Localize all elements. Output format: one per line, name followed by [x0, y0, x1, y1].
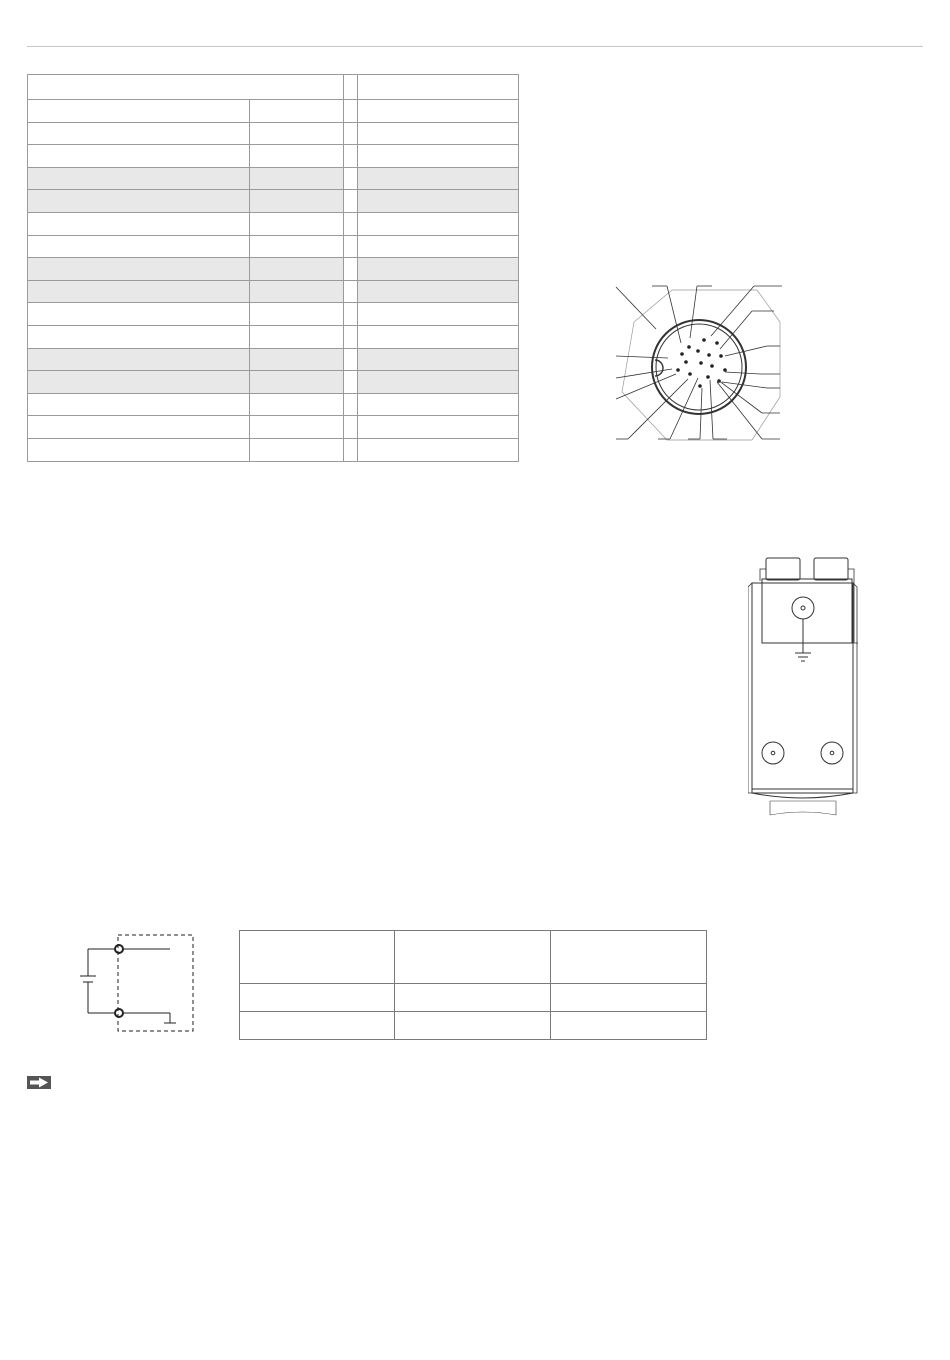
pin-table-cell — [28, 393, 250, 416]
camera-body — [752, 583, 853, 793]
pin-table-gap — [344, 190, 358, 213]
elec-table-cell — [551, 1012, 707, 1040]
elec-table-cell — [240, 984, 395, 1012]
pin-table-gap — [344, 100, 358, 123]
pin-table-cell — [250, 416, 344, 439]
pin-table-cell — [250, 325, 344, 348]
pin-table-row — [28, 280, 519, 303]
top-rule — [27, 46, 923, 47]
elec-table-header-cell — [240, 931, 395, 984]
pin-table-header-signal — [28, 75, 344, 100]
pin-table-cell — [358, 371, 519, 394]
pin-table-cell — [358, 100, 519, 123]
pin-table-cell — [250, 190, 344, 213]
pin-table-cell — [28, 371, 250, 394]
terminal-minus — [115, 1009, 123, 1017]
pin-table-cell — [28, 212, 250, 235]
pin-table-gap — [344, 303, 358, 326]
pin-table-cell — [250, 167, 344, 190]
pin-table-cell — [358, 258, 519, 281]
pin-table-cell — [28, 280, 250, 303]
pin-table-gap — [344, 167, 358, 190]
pin-table-cell — [358, 122, 519, 145]
arrow-right-icon — [27, 1076, 51, 1089]
pin-table-cell — [358, 303, 519, 326]
terminal-plus — [115, 945, 123, 953]
connector-right — [814, 558, 848, 580]
pin-table-cell — [358, 438, 519, 461]
pin-table-cell — [250, 348, 344, 371]
pin-assignment-table — [27, 74, 519, 462]
pin-table-gap — [344, 235, 358, 258]
elec-table-row — [240, 1012, 707, 1040]
pin-table-row — [28, 416, 519, 439]
pin-table-cell — [358, 348, 519, 371]
pin-table-row — [28, 235, 519, 258]
pin-table-row — [28, 190, 519, 213]
pin-table-cell — [250, 303, 344, 326]
pin-table-row — [28, 438, 519, 461]
pin-table-cell — [28, 122, 250, 145]
pin-table-gap — [344, 438, 358, 461]
pin-table-cell — [250, 235, 344, 258]
pin-table-cell — [250, 145, 344, 168]
pin-table-gap — [344, 280, 358, 303]
pin-table-row — [28, 167, 519, 190]
pin-table-cell — [358, 212, 519, 235]
camera-jack — [792, 597, 814, 619]
pin-table-cell — [250, 371, 344, 394]
connector-pinout-icon — [612, 282, 787, 447]
pin-table-cell — [358, 235, 519, 258]
pin-table-gap — [344, 416, 358, 439]
pin-table-row — [28, 303, 519, 326]
pin-table-cell — [28, 167, 250, 190]
camera-rear-view-icon — [748, 553, 858, 817]
elec-table-header-cell — [395, 931, 551, 984]
pin-table-row — [28, 145, 519, 168]
pin-table-row — [28, 393, 519, 416]
pin-table-cell — [28, 190, 250, 213]
pin-table-cell — [250, 212, 344, 235]
pin-table-gap — [344, 145, 358, 168]
pin-table-cell — [358, 416, 519, 439]
pin-table-cell — [28, 325, 250, 348]
pin-table-row — [28, 100, 519, 123]
pin-table-cell — [250, 100, 344, 123]
pin-table-row — [28, 325, 519, 348]
pin-table-cell — [28, 416, 250, 439]
connector-left — [766, 558, 800, 580]
pin-table-gap — [344, 212, 358, 235]
pin-table-cell — [28, 235, 250, 258]
pin-table-cell — [28, 438, 250, 461]
pin-table-cell — [250, 280, 344, 303]
pin-table-gap — [344, 371, 358, 394]
pin-table-row — [28, 212, 519, 235]
pin-table-cell — [28, 348, 250, 371]
mount-hole-left — [762, 742, 784, 764]
pin-table-gap — [344, 258, 358, 281]
pin-table-cell — [358, 393, 519, 416]
mount-hole-right — [821, 742, 843, 764]
connector-outer-ring — [652, 320, 746, 414]
pin-table-cell — [358, 190, 519, 213]
electrical-data-table — [239, 930, 707, 1040]
pin-table-cell — [358, 280, 519, 303]
pin-table-cell — [28, 303, 250, 326]
elec-table-cell — [240, 1012, 395, 1040]
pin-table-row — [28, 258, 519, 281]
pin-table-gap — [344, 393, 358, 416]
pin-table-row — [28, 371, 519, 394]
pin-table-cell — [28, 100, 250, 123]
pin-table-cell — [28, 258, 250, 281]
pin-table-row — [28, 122, 519, 145]
pin-table-cell — [28, 145, 250, 168]
pin-table-cell — [250, 122, 344, 145]
pin-table-cell — [250, 438, 344, 461]
elec-table-cell — [395, 984, 551, 1012]
pin-table-header-pin — [358, 75, 519, 100]
pin-table-cell — [358, 325, 519, 348]
elec-table-cell — [551, 984, 707, 1012]
pin-table-gap — [344, 325, 358, 348]
pin-table-gap — [344, 122, 358, 145]
elec-table-header-cell — [551, 931, 707, 984]
pin-table-gap — [344, 348, 358, 371]
input-circuit-icon — [74, 928, 198, 1036]
camera-connector-panel — [762, 579, 852, 643]
elec-table-row — [240, 984, 707, 1012]
pin-table-cell — [358, 167, 519, 190]
pin-table-cell — [358, 145, 519, 168]
pin-table-row — [28, 348, 519, 371]
pin-table-cell — [250, 393, 344, 416]
elec-table-cell — [395, 1012, 551, 1040]
pin-table-cell — [250, 258, 344, 281]
pin-table-gap — [344, 75, 358, 100]
